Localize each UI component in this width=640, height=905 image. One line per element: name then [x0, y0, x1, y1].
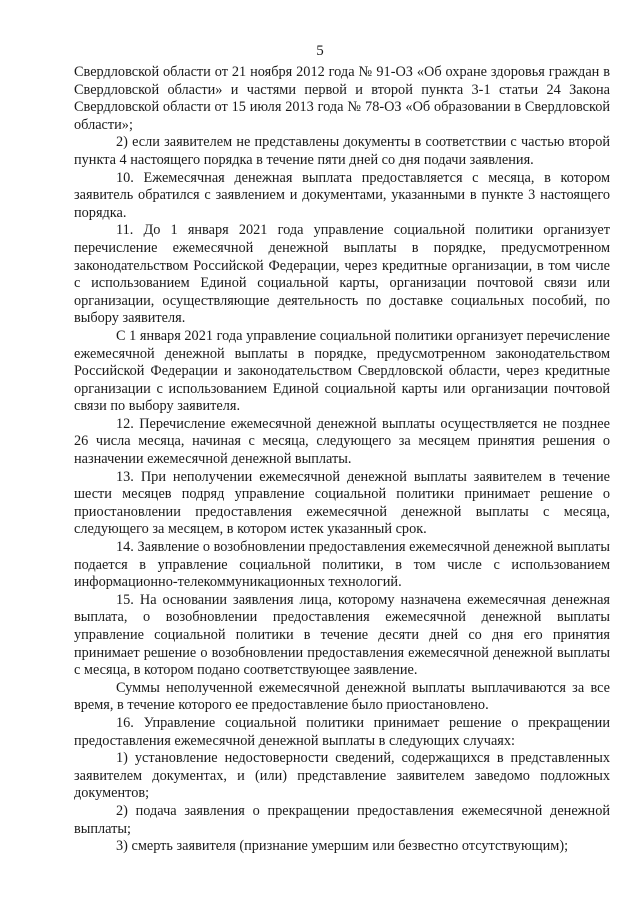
paragraph-10: 10. Ежемесячная денежная выплата предоставляется с месяца, в котором заявитель обратился с заявлением и документами, указанными в пункте 3 настоящего порядка.	[74, 169, 610, 221]
paragraph-item-2-documents: 2) если заявителем не представлены документы в соответствии с частью второй пункта 4 настоящего порядка в течение пяти дней со дня подачи заявления.	[74, 134, 610, 168]
paragraph-16: 16. Управление социальной политики принимает решение о прекращении предоставления ежемесячной денежной выплаты в следующих случаях:	[74, 714, 610, 749]
paragraph-13: 13. При неполучении ежемесячной денежной выплаты заявителем в течение шести месяцев подряд управление социальной политики принимает решение о приостановлении предоставления ежемесячной денежной выплаты с месяца, следующего за месяцем, в котором истек указанный срок.	[74, 468, 610, 538]
paragraph-15: 15. На основании заявления лица, которому назначена ежемесячная денежная выплата, о возобновлении предоставления ежемесячной денежной выплаты управление социальной политики в течение десяти дней со дня его принятия принимает решение о возобновлении предоставления ежемесячной денежной выплаты с месяца, в котором подано соответствующее заявление.	[74, 591, 610, 679]
paragraph-16-item-1: 1) установление недостоверности сведений, содержащихся в представленных заявителем документах, и (или) представление заявителем заведомо подложных документов;	[74, 750, 610, 802]
page-number: 5	[316, 43, 324, 59]
paragraph-12: 12. Перечисление ежемесячной денежной выплаты осуществляется не позднее 26 числа месяца, начиная с месяца, следующего за месяцем принятия решения о назначении ежемесячной денежной выплаты.	[74, 415, 610, 468]
paragraph-16-item-3: 3) смерть заявителя (признание умершим или безвестно отсутствующим);	[116, 838, 569, 855]
document-body	[74, 64, 610, 856]
paragraph-14: 14. Заявление о возобновлении предоставления ежемесячной денежной выплаты подается в управление социальной политики, в том числе с использованием информационно-телекоммуникационных технологий.	[74, 539, 610, 591]
paragraph-continuation-sverdlovsk-law: Свердловской области от 21 ноября 2012 года № 91-ОЗ «Об охране здоровья граждан в Свердловской области» и частями первой и второй пункта 3-1 статьи 24 Закона Свердловской области от 15 июля 2013 года № 78-ОЗ «Об образовании в Свердловской области»;	[74, 64, 610, 133]
paragraph-11-from-2021: С 1 января 2021 года управление социальной политики организует перечисление ежемесячной денежной выплаты в порядке, предусмотренном законодательством Российской Федерации и законодательством Свердловской области, через кредитные организации с использованием Единой социальной карты или организации почтовой связи по выбору заявителя.	[74, 327, 610, 415]
paragraph-11: 11. До 1 января 2021 года управление социальной политики организует перечисление ежемесячной денежной выплаты в порядке, предусмотренном законодательством Российской Федерации, через кредитные организации, в том числе с использованием Единой социальной карты, организации почтовой связи или организации, осуществляющие деятельность по доставке социальных пособий, по выбору заявителя.	[74, 222, 610, 327]
paragraph-15-arrears: Суммы неполученной ежемесячной денежной выплаты выплачиваются за все время, в течение которого ее предоставление было приостановлено.	[74, 679, 610, 714]
paragraph-16-item-2: 2) подача заявления о прекращении предоставления ежемесячной денежной выплаты;	[74, 802, 610, 837]
